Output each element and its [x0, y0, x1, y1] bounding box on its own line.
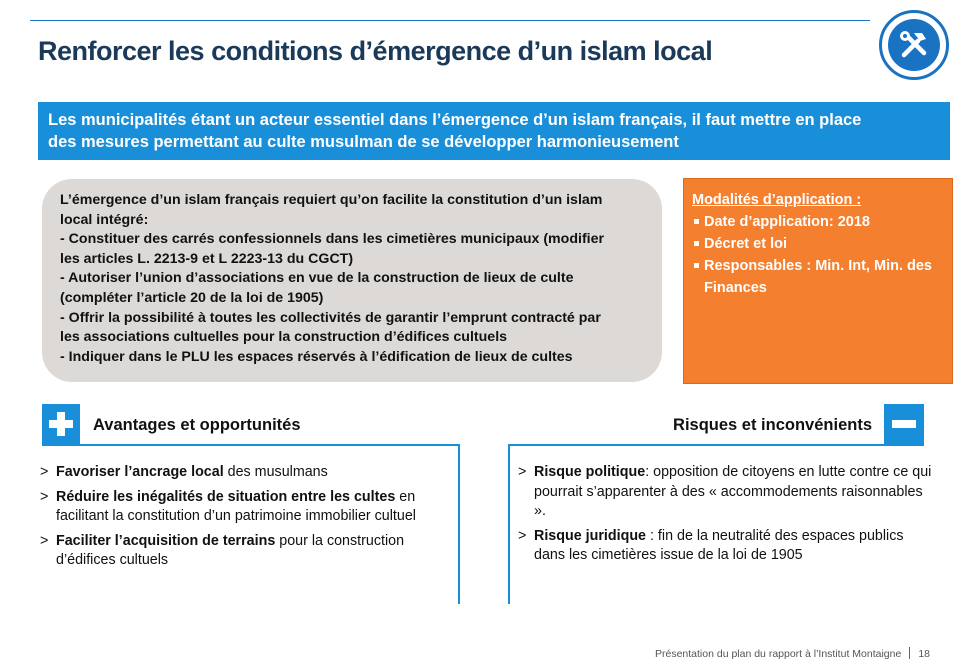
list-item [40, 488, 455, 527]
modalities-item-text: Responsables : Min. Int, Min. des Finances [704, 258, 932, 296]
measures-line: les articles L. 2213-9 et L 2223-13 du CGCT) [60, 250, 354, 267]
list-item [40, 463, 455, 483]
measures-line: - Constituer des carrés confessionnels dans les cimetières municipaux (modifier [60, 231, 605, 248]
title-divider [30, 20, 870, 21]
modalities-item [692, 233, 944, 255]
item-text: pour la construction d’édifices cultuels [56, 532, 405, 568]
risks-rule [508, 444, 924, 446]
square-bullet-icon [694, 263, 699, 268]
risks-marker [884, 404, 924, 444]
plus-icon [49, 412, 73, 436]
measures-box [42, 179, 662, 382]
item-bold-text: Réduire les inégalités de situation entre les cultes [56, 488, 396, 505]
tools-icon [898, 29, 930, 61]
item-text: : opposition de citoyens en lutte contre ce qui pourrait s’apparenter à des « accommodements raisonnables ». [534, 464, 932, 519]
square-bullet-icon [694, 241, 699, 246]
risks-rule-vertical [508, 444, 510, 604]
measures-line: - Offrir la possibilité à toutes les collectivités de garantir l’emprunt contracté par [60, 309, 601, 326]
modalities-title: Modalités d’application : [692, 192, 862, 208]
minus-icon [892, 412, 916, 436]
modalities-item [692, 211, 944, 233]
banner-line-2: des mesures permettant au culte musulman de se développer harmonieusement [48, 133, 679, 151]
item-bold-text: Favoriser l’ancrage local [56, 464, 224, 480]
measures-line: - Indiquer dans le PLU les espaces réservés à l’édification de lieux de cultes [60, 348, 573, 365]
list-item [518, 463, 938, 522]
advantages-marker [42, 404, 80, 444]
page-title: Renforcer les conditions d’émergence d’un islam local [38, 36, 713, 66]
advantages-rule [42, 444, 460, 446]
list-item-text [534, 527, 938, 566]
modalities-item [692, 255, 944, 299]
arrow-bullet: > [40, 464, 49, 480]
measures-line: - Autoriser l’union d’associations en vue de la construction de lieux de culte [60, 270, 574, 287]
modalities-item-text: Date d’application: 2018 [704, 214, 870, 230]
list-item-text [534, 463, 938, 522]
list-item-text [56, 463, 328, 483]
modalities-item-text: Décret et loi [704, 236, 787, 252]
list-item [40, 532, 455, 571]
list-item [518, 527, 938, 566]
measures-line: les associations cultuelles pour la construction d’édifices cultuels [60, 329, 508, 346]
item-text: des musulmans [223, 464, 328, 480]
item-text: en facilitant la constitution d’un patrimoine immobilier cultuel [56, 488, 416, 524]
square-bullet-icon [694, 219, 699, 224]
banner-line-1: Les municipalités étant un acteur essentiel dans l’émergence d’un islam français, il faut mettre en place [48, 111, 862, 129]
footer-separator [909, 647, 910, 659]
advantages-rule-vertical [458, 444, 460, 604]
key-message-banner [38, 102, 950, 160]
measures-line: L’émergence d’un islam français requiert qu’on facilite la constitution d’un islam [60, 192, 603, 208]
risks-heading: Risques et inconvénients [673, 416, 872, 434]
list-item-text [56, 532, 455, 571]
item-bold-text: Faciliter l’acquisition de terrains [56, 532, 276, 549]
item-bold-text: Risque juridique [534, 527, 647, 544]
footer-text: Présentation du plan du rapport à l’Institut Montaigne [654, 648, 902, 660]
advantages-list [40, 463, 455, 576]
risks-list [518, 463, 938, 571]
arrow-bullet: > [40, 532, 49, 549]
measures-line: local intégré: [60, 211, 149, 228]
arrow-bullet: > [518, 527, 527, 544]
measures-line: (compléter l’article 20 de la loi de 1905) [60, 289, 324, 306]
arrow-bullet: > [40, 488, 49, 505]
page-number: 18 [918, 648, 930, 660]
list-item-text [56, 488, 455, 527]
item-bold-text: Risque politique [534, 464, 646, 480]
tools-badge [879, 10, 949, 80]
item-text: : fin de la neutralité des espaces publics dans les cimetières issue de la loi de 1905 [534, 527, 904, 563]
application-modalities-box [683, 178, 953, 384]
advantages-heading: Avantages et opportunités [93, 416, 301, 434]
arrow-bullet: > [518, 464, 527, 480]
tools-badge-inner [888, 19, 940, 71]
footer [655, 647, 930, 660]
